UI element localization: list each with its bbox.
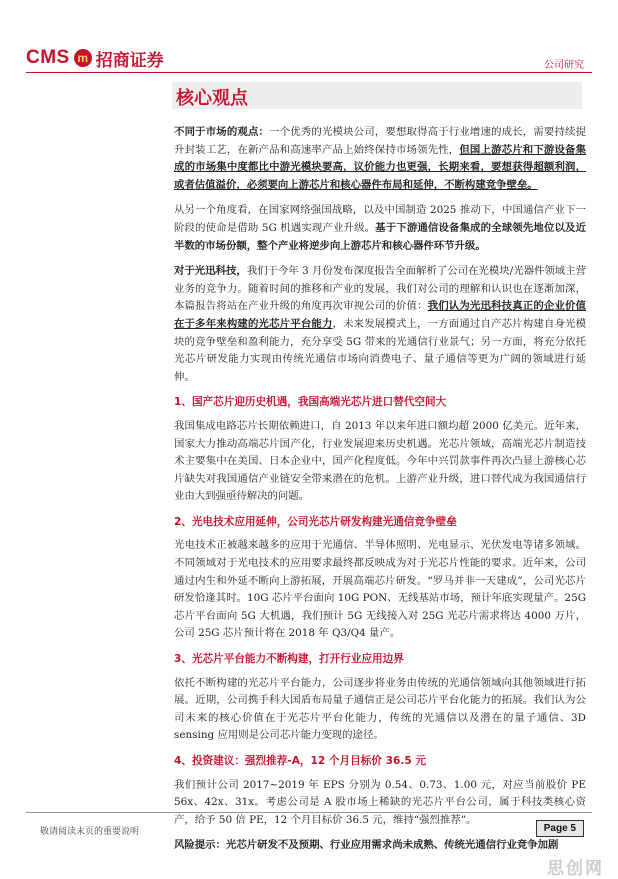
paragraph-lead: 不同于市场的观点： (174, 126, 270, 138)
paragraph-text: ，未来发展模式上，一方面通过自产芯片构建自身光模块的竞争壁垒和盈利能力，充分享受 5G 带来的光通信行业景气；另一方面，将充分依托光芯片研发能力实现由传统光通信市场向消费电子、量子通信等更为广阔的领域进行延伸。 (174, 317, 586, 383)
paragraph-risk: 风险提示：光芯片研发不及预期、行业应用需求尚未成熟、传统光通信行业竞争加剧 (174, 839, 559, 852)
paragraph-import-substitution: 我国集成电路芯片长期依赖进口，自 2013 年以来年进口额均超 2000 亿美元。近年来，国家大力推动高端芯片国产化，行业发展迎来历史机遇。光芯片领域，高端光芯片制造技术主要集中在美国、日本企业中，国产化程度低。今年中兴罚款事件再次凸显上游核心芯片缺失对我国通信产业链安全带来潜在的危机。上游产业升级，进口替代成为我国通信行业由大到强亟待解决的问题。 (174, 419, 586, 503)
paragraph-lead: 对于光迅科技， (174, 265, 247, 278)
paragraph-underline: 我们认为光迅科技真正的企业价值在于多年来构建的光芯片平台能力 (174, 300, 587, 330)
paragraph-viewpoint (174, 124, 586, 194)
footer-divider (26, 812, 592, 813)
subheading-3: 3、光芯片平台能力不断构建，打开行业应用边界 (174, 653, 404, 666)
report-type-label: 公司研究 (544, 60, 584, 71)
logo-mark-icon: m (74, 49, 92, 67)
brand-logo (26, 47, 164, 69)
logo-cn-text: 招商证券 (95, 50, 164, 71)
header-divider (26, 72, 592, 73)
subheading-1: 1、国产芯片迎历史机遇，我国高端光芯片进口替代空间大 (174, 396, 447, 409)
paragraph-bold: 基于下游通信设备集成的全球领先地位以及近半数的市场份额，整个产业将逆步向上游芯片和核心器件环节升级。 (174, 221, 586, 252)
main-content (174, 124, 586, 863)
page-header (0, 0, 618, 80)
page-footer (0, 812, 618, 879)
paragraph-text: 从另一个角度看，在国家网络强国战略，以及中国制造 2025 推动下，中国通信产业下一阶段的使命是借助 5G 机遇实现产业升级。 (174, 204, 586, 234)
paragraph-underline: 但国上游芯片和下游设备集成的市场集中度都比中游光模块要高，议价能力也更强，长期来看，要想获得超额利润，或者估值溢价，必须要向上游芯片和核心器件布局和延伸，不断构建竞争壁垒。 (174, 143, 587, 191)
paragraph-industry (174, 202, 586, 255)
paragraph-text: 我们于今年 3 月份发布深度报告全面解析了公司在光模块/光器件领域主营业务的竞争力。随着时间的推移和产业的发展，我们对公司的理解和认识也在逐渐加深，本篇报告将站在产业升级的角度再次审视公司的价值： (174, 265, 586, 313)
paragraph-optoelectronics: 光电技术正被越来越多的应用于光通信、半导体照明、光电显示、光伏发电等诸多领域。不同领域对于光电技术的应用要求最终都反映成为对于光芯片性能的要求。近年来，公司通过内生和外延不断向上游拓展，开展高端芯片研发。“罗马并非一天建成”，公司光芯片研发恰逢其时。10G 芯片平台面向 10G PON、无线基站市场，预计年底实现量产。25G 芯片平台面向 5G 大机遇，我们预计 5G 无线接入对 25G 光芯片需求将达 4000 万片，公司 25G 芯片预计将在 2018 年 Q3/Q4 量产。 (174, 539, 586, 640)
paragraph-platform: 依托不断构建的光芯片平台能力，公司逐步将业务由传统的光通信领域向其他领域进行拓展。近期，公司携手科大国盾布局量子通信正是公司芯片平台化能力的拓展。我们认为公司未来的核心价值在于光芯片平台化能力，传统的光通信以及潜在的量子通信、3D sensing 应用则是公司芯片能力变现的途径。 (174, 676, 586, 742)
section-title: 核心观点 (176, 88, 248, 109)
subheading-4: 4、投资建议：强烈推荐-A，12 个月目标价 36.5 元 (174, 755, 427, 767)
subheading-2: 2、光电技术应用延伸，公司光芯片研发构建光通信竞争壁垒 (174, 515, 457, 528)
page-number: Page 5 (536, 820, 584, 837)
paragraph-investment: 我们预计公司 2017~2019 年 EPS 分别为 0.54、0.73、1.00 元，对应当前股价 PE 56x、42x、31x。考虑公司是 A 股市场上稀缺的光芯片平台公司，属于科技类核心资产，给予 50 倍 PE，12 个月目标价 36.5 元，维持“强烈推荐”。 (174, 778, 586, 826)
logo-text: CMS (26, 47, 70, 68)
paragraph-text: 一个优秀的光模块公司，要想取得高于行业增速的成长，需要持续提升封装工艺，在新产品和高速率产品上始终保持市场领先性， (174, 126, 587, 156)
watermark: 思创网 (547, 859, 604, 879)
paragraph-company (174, 263, 586, 386)
disclaimer-note: 敬请阅读末页的重要说明 (40, 827, 140, 837)
